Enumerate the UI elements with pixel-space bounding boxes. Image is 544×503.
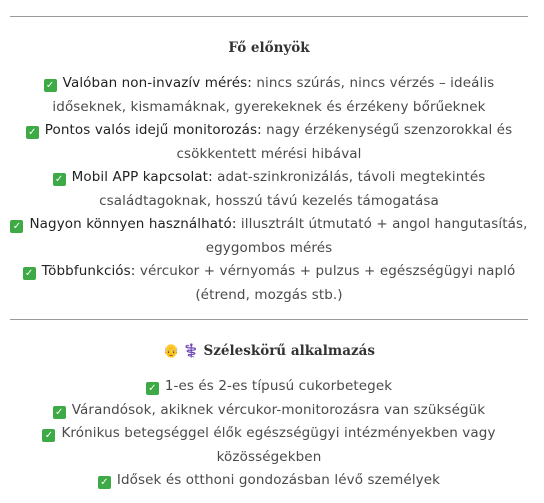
check-mark-icon: ✓ bbox=[146, 382, 159, 395]
section-heading-main-benefits bbox=[10, 38, 528, 58]
item-bold-label: Valóban non-invazív mérés: bbox=[62, 75, 252, 91]
item-text: 1-es és 2-es típusú cukorbetegek bbox=[164, 378, 393, 394]
check-mark-icon: ✓ bbox=[42, 429, 55, 442]
list-item bbox=[10, 422, 528, 469]
top-divider bbox=[10, 16, 528, 17]
item-bold-label: Pontos valós idejű monitorozás: bbox=[44, 122, 262, 138]
item-text: Várandósok, akiknek vércukor-monitorozásra van szükségük bbox=[71, 401, 486, 418]
item-text: Krónikus betegséggel élők egészségügyi intézményekben vagy közösségekben bbox=[61, 425, 496, 465]
list-item bbox=[10, 72, 528, 119]
heading-text: Fő előnyök bbox=[228, 40, 310, 56]
check-mark-icon: ✓ bbox=[26, 126, 39, 139]
check-mark-icon: ✓ bbox=[53, 173, 66, 186]
list-item bbox=[10, 399, 528, 423]
item-text: illusztrált útmutató + angol hangutasítás, egygombos mérés bbox=[205, 216, 528, 256]
item-text: nagy érzékenységű szenzorokkal és csökkentett mérési hibával bbox=[176, 122, 513, 162]
list-item bbox=[10, 260, 528, 307]
item-text: nincs szúrás, nincs vérzés – ideális időseknek, kismamáknak, gyerekeknek és érzékeny bőrűeknek bbox=[52, 75, 495, 115]
applications-list bbox=[10, 375, 528, 493]
item-bold-label: Többfunkciós: bbox=[41, 263, 136, 279]
item-bold-label: Nagyon könnyen használható: bbox=[29, 216, 237, 232]
section-heading-applications bbox=[10, 341, 528, 362]
check-mark-icon: ✓ bbox=[98, 476, 111, 489]
check-mark-icon: ✓ bbox=[53, 406, 66, 419]
check-mark-icon: ✓ bbox=[23, 267, 36, 280]
item-bold-label: Mobil APP kapcsolat: bbox=[71, 169, 213, 185]
check-mark-icon: ✓ bbox=[10, 220, 23, 233]
check-mark-icon: ✓ bbox=[44, 79, 57, 92]
list-item bbox=[10, 119, 528, 166]
heading-text: Széleskörű alkalmazás bbox=[203, 343, 375, 359]
list-item bbox=[10, 375, 528, 399]
middle-divider bbox=[10, 319, 528, 320]
elderly-person-medical-icon: 👴 ⚕️ bbox=[163, 344, 200, 359]
item-text: vércukor + vérnyomás + pulzus + egészségügyi napló (étrend, mozgás stb.) bbox=[135, 263, 516, 303]
benefits-list bbox=[10, 72, 528, 307]
list-item bbox=[10, 469, 528, 493]
item-text: Idősek és otthoni gondozásban lévő személyek bbox=[116, 472, 441, 488]
list-item bbox=[10, 166, 528, 213]
list-item bbox=[10, 213, 528, 260]
item-text: adat-szinkronizálás, távoli megtekintés családtagoknak, hosszú távú kezelés támogatása bbox=[99, 169, 486, 209]
